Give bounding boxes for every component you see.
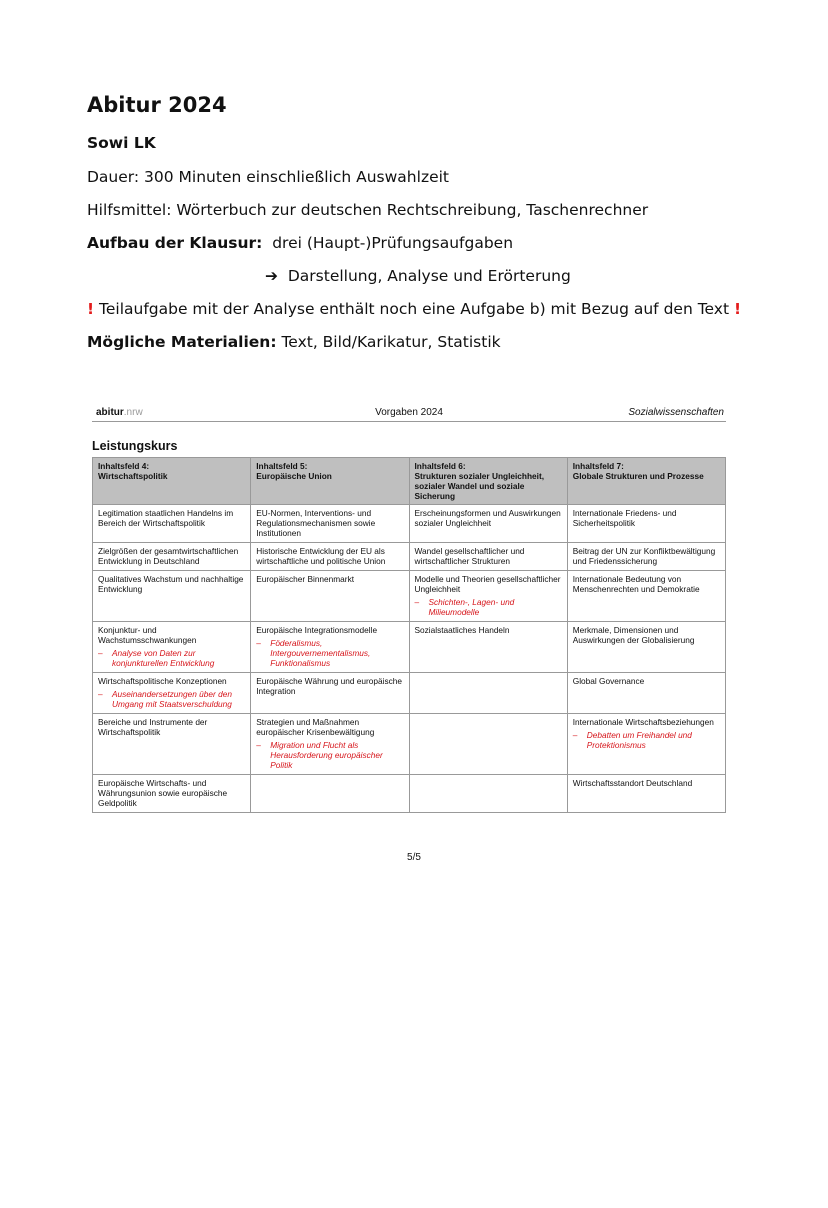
table-cell: [251, 505, 409, 543]
cell-topic: Wandel gesellschaftlicher und wirtschaftlicher Strukturen: [414, 546, 525, 566]
structure-line: [87, 234, 513, 252]
page-title: Abitur 2024: [87, 93, 227, 117]
cell-topic: Internationale Wirtschaftsbeziehungen: [572, 717, 714, 727]
column-header-name: Europäische Union: [256, 471, 332, 481]
table-cell: [567, 505, 725, 543]
course-subtitle: Sowi LK: [87, 134, 156, 152]
table-cell: [93, 714, 251, 775]
table-row: [93, 775, 726, 813]
cell-topic: Konjunktur- und Wachstumsschwankungen: [98, 625, 197, 645]
table-header-row: [93, 458, 726, 505]
structure-value: drei (Haupt-)Prüfungsaufgaben: [272, 234, 514, 252]
subtopic-text: Migration und Flucht als Herausforderung europäischer Politik: [270, 740, 383, 770]
cell-topic: Bereiche und Instrumente der Wirtschaftspolitik: [98, 717, 208, 737]
cell-topic: Europäischer Binnenmarkt: [256, 574, 355, 584]
table-row: [93, 543, 726, 571]
materials-label: Mögliche Materialien:: [87, 333, 277, 351]
table-cell: [567, 775, 725, 813]
cell-subtopic: [98, 648, 245, 668]
table-cell: [251, 775, 409, 813]
table-cell: [93, 622, 251, 673]
note-text: Teilaufgabe mit der Analyse enthält noch eine Aufgabe b) mit Bezug auf den Text: [99, 300, 730, 318]
subtopic-text: Auseinandersetzungen über den Umgang mit Staatsverschuldung: [112, 689, 232, 709]
cell-subtopic: [98, 689, 245, 709]
table-cell: [409, 775, 567, 813]
document-center-title: Vorgaben 2024: [375, 407, 443, 418]
table-cell: [567, 543, 725, 571]
table-cell: [409, 673, 567, 714]
table-cell: [251, 714, 409, 775]
subtopic-text: Föderalismus, Intergouvernementalismus, Funktionalismus: [270, 638, 371, 668]
column-header-name: Strukturen sozialer Ungleichheit, sozialer Wandel und soziale Sicherung: [414, 471, 545, 501]
cell-subtopic: [256, 740, 403, 770]
cell-topic: Legitimation staatlichen Handelns im Bereich der Wirtschaftspolitik: [98, 508, 234, 528]
table-cell: [409, 714, 567, 775]
table-cell: [251, 543, 409, 571]
table-cell: [409, 505, 567, 543]
cell-subtopic: [256, 638, 403, 668]
exclamation-icon: !: [733, 300, 742, 318]
column-header-title: Inhaltsfeld 7:: [572, 461, 624, 471]
cell-subtopic: [415, 597, 562, 617]
column-header: [93, 458, 251, 505]
cell-topic: Wirtschaftspolitische Konzeptionen: [98, 676, 227, 686]
document-subject: Sozialwissenschaften: [628, 407, 724, 418]
subtopic-text: Analyse von Daten zur konjunkturellen Entwicklung: [112, 648, 215, 668]
table-cell: [93, 505, 251, 543]
table-cell: [567, 714, 725, 775]
dash-bullet: –: [256, 638, 261, 648]
dash-bullet: –: [572, 730, 578, 740]
table-cell: [93, 673, 251, 714]
cell-topic: Europäische Währung und europäische Integration: [256, 676, 403, 696]
column-header-name: Wirtschaftspolitik: [98, 471, 168, 481]
cell-topic: Wirtschaftsstandort Deutschland: [572, 778, 693, 788]
column-header: [251, 458, 409, 505]
subtopic-text: Debatten um Freihandel und Protektionismus: [586, 730, 692, 750]
table-cell: [93, 571, 251, 622]
table-cell: [567, 673, 725, 714]
dash-bullet: –: [256, 740, 261, 750]
cell-topic: Historische Entwicklung der EU als wirtschaftliche und politische Union: [256, 546, 386, 566]
table-cell: [409, 622, 567, 673]
column-header-title: Inhaltsfeld 4:: [98, 461, 150, 471]
table-cell: [251, 571, 409, 622]
cell-topic: Zielgrößen der gesamtwirtschaftlichen Entwicklung in Deutschland: [98, 546, 239, 566]
arrow-right-icon: ➔: [265, 267, 278, 285]
materials-value: Text, Bild/Karikatur, Statistik: [281, 333, 501, 351]
cell-topic: Qualitatives Wachstum und nachhaltige Entwicklung: [98, 574, 244, 594]
cell-topic: Merkmale, Dimensionen und Auswirkungen der Globalisierung: [572, 625, 695, 645]
table-row: [93, 673, 726, 714]
dash-bullet: –: [414, 597, 420, 607]
table-cell: [567, 622, 725, 673]
note-line: [87, 300, 741, 318]
subtopic-text: Schichten-, Lagen- und Milieumodelle: [428, 597, 515, 617]
dash-bullet: –: [98, 648, 103, 658]
embedded-document: [92, 405, 726, 813]
operators-text: Darstellung, Analyse und Erörterung: [287, 267, 571, 285]
brand-name: abitur: [96, 407, 124, 418]
cell-topic: Sozialstaatliches Handeln: [414, 625, 510, 635]
curriculum-table: [92, 457, 726, 813]
column-header-title: Inhaltsfeld 5:: [256, 461, 308, 471]
exclamation-icon: !: [87, 300, 95, 318]
table-cell: [251, 622, 409, 673]
table-cell: [409, 571, 567, 622]
table-cell: [251, 673, 409, 714]
brand-suffix: .nrw: [123, 407, 143, 418]
operators-line: [265, 267, 571, 285]
page-number: 5/5: [407, 852, 421, 863]
cell-topic: Internationale Friedens- und Sicherheitspolitik: [572, 508, 677, 528]
cell-topic: Erscheinungsformen und Auswirkungen sozialer Ungleichheit: [414, 508, 561, 528]
cell-topic: Beitrag der UN zur Konfliktbewältigung und Friedenssicherung: [572, 546, 716, 566]
table-row: [93, 714, 726, 775]
structure-label: Aufbau der Klausur:: [87, 234, 263, 252]
column-header-name: Globale Strukturen und Prozesse: [572, 471, 704, 481]
column-header: [567, 458, 725, 505]
cell-topic: Internationale Bedeutung von Menschenrechten und Demokratie: [572, 574, 700, 594]
section-title: Leistungskurs: [92, 439, 178, 453]
table-row: [93, 622, 726, 673]
table-cell: [93, 543, 251, 571]
table-row: [93, 571, 726, 622]
dash-bullet: –: [98, 689, 103, 699]
cell-topic: Global Governance: [572, 676, 645, 686]
aids-line: Hilfsmittel: Wörterbuch zur deutschen Rechtschreibung, Taschenrechner: [87, 201, 649, 219]
document-header: [92, 405, 726, 422]
column-header-title: Inhaltsfeld 6:: [414, 461, 466, 471]
table-cell: [93, 775, 251, 813]
materials-line: [87, 333, 501, 351]
table-cell: [567, 571, 725, 622]
duration-line: Dauer: 300 Minuten einschließlich Auswahlzeit: [87, 168, 449, 186]
cell-topic: EU-Normen, Interventions- und Regulationsmechanismen sowie Institutionen: [256, 508, 376, 538]
cell-topic: Europäische Wirtschafts- und Währungsunion sowie europäische Geldpolitik: [98, 778, 228, 808]
table-row: [93, 505, 726, 543]
cell-subtopic: [573, 730, 720, 750]
cell-topic: Europäische Integrationsmodelle: [256, 625, 378, 635]
column-header: [409, 458, 567, 505]
table-body: [93, 505, 726, 813]
cell-topic: Strategien und Maßnahmen europäischer Krisenbewältigung: [256, 717, 375, 737]
cell-topic: Modelle und Theorien gesellschaftlicher Ungleichheit: [414, 574, 561, 594]
table-cell: [409, 543, 567, 571]
